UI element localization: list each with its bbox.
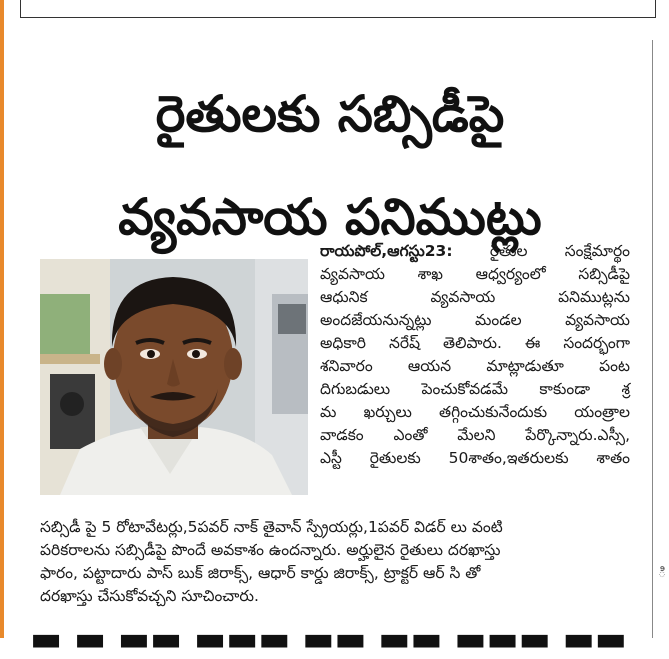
previous-article-box bbox=[20, 0, 656, 18]
article-line: వ్యవసాయ శాఖ ఆధ్వర్యంలో సబ్సిడీపై bbox=[320, 265, 630, 283]
article-line: అధికారి నరేష్ తెలిపారు. ఈ సందర్భంగా bbox=[320, 334, 630, 352]
article-line: ఫారం, పట్టాదారు పాస్ బుక్ జిరాక్స్, ఆధార్ కార్డు జిరాక్స్, ట్రాక్టర్ ఆర్ సి తో bbox=[40, 564, 481, 582]
article-line: శనివారం ఆయన మాట్లాడుతూ పంట bbox=[320, 357, 630, 375]
article-full-width-text bbox=[40, 516, 632, 608]
article-line: దరఖాస్తు చేసుకోవచ్చని సూచించారు. bbox=[40, 587, 259, 605]
column-divider bbox=[652, 40, 653, 638]
left-margin-rule bbox=[0, 0, 4, 638]
adjacent-article-fragment: ి bbox=[658, 565, 667, 581]
article-line: దిగుబడులు పెంచుకోవడమే కాకుండా శ్ర bbox=[320, 380, 630, 398]
article-line: వాడకం ఎంతో మేలని పేర్కొన్నారు.ఎస్సీ, bbox=[320, 426, 630, 444]
article-line: మ ఖర్చులు తగ్గించుకునేందుకు యంత్రాల bbox=[320, 403, 630, 421]
article-line: సబ్సిడీ పై 5 రోటావేటర్లు,5పవర్ నాక్ తైవాన్ స్ప్రేయర్లు,1పవర్ విడర్ లు వంటి bbox=[40, 518, 503, 536]
next-headline-fragment: ▬ ▬ ▬▬ ▬▬▬ ▬▬ ▬▬ ▬▬▬ ▬▬ bbox=[30, 619, 627, 659]
article-line: అందజేయనున్నట్లు మండల వ్యవసాయ bbox=[320, 311, 630, 329]
article-line: ఆధునిక వ్యవసాయ పనిముట్లను bbox=[320, 288, 630, 306]
person-portrait-photo bbox=[40, 259, 308, 495]
headline-line-1: రైతులకు సబ్సిడీపై bbox=[155, 84, 505, 143]
article-line: పరికరాలను సబ్సిడీపై పొందే అవకాశం ఉందన్నారు. అర్హులైన రైతులు దరఖాస్తు bbox=[40, 541, 501, 559]
article-line: ఎస్టీ రైతులకు 50శాతం,ఇతరులకు శాతం bbox=[320, 449, 630, 467]
article-column-text bbox=[320, 240, 630, 470]
dateline: రాయపోల్,ఆగస్టు23: bbox=[320, 242, 453, 260]
article-line: రైతుల సంక్షేమార్థం bbox=[489, 242, 630, 260]
headline-line-2: వ్యవసాయ పనిముట్లు bbox=[118, 187, 542, 246]
